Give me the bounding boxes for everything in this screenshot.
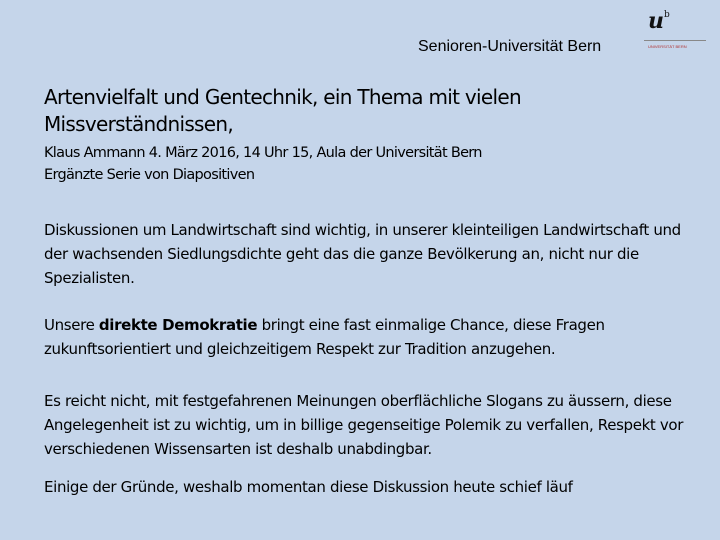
slide-title: Artenvielfalt und Gentechnik, ein Thema mit vielen Missverständnissen, — [44, 85, 521, 136]
slide-subtitle — [44, 142, 684, 186]
logo-small-text: UNIVERSITÄT BERN — [648, 44, 687, 49]
logo-mark: $u^b$ — [648, 8, 670, 34]
paragraph-respekt: Es reicht nicht, mit festgefahrenen Meinungen oberflächliche Slogans zu äussern, diese Angelegenheit ist zu wichtig, um in billige gegenseitige Polemik zu verfallen, Respekt vor verschiedenen Wissensarten ist deshalb unabdingbar. — [44, 392, 684, 458]
emphasis-direkte-demokratie: direkte Demokratie — [98, 316, 258, 334]
subtitle-line-author-date: Klaus Ammann 4. März 2016, 14 Uhr 15, Aula der Universität Bern — [44, 145, 482, 161]
logo-divider — [644, 40, 706, 41]
paragraph-landwirtschaft: Diskussionen um Landwirtschaft sind wichtig, in unserer kleinteiligen Landwirtschaft und der wachsenden Siedlungsdichte geht das die ganze Bevölkerung an, nicht nur die Spezialisten. — [44, 221, 681, 287]
subtitle-line-series: Ergänzte Serie von Diapositiven — [44, 167, 255, 183]
university-label: Senioren-Universität Bern — [418, 38, 602, 55]
university-logo — [644, 8, 706, 58]
paragraph-demokratie: Unsere direkte Demokratie bringt eine fast einmalige Chance, diese Fragen zukunftsorientiert und gleichzeitigem Respekt zur Tradition anzugehen. — [44, 316, 605, 358]
paragraph-gruende: Einige der Gründe, weshalb momentan diese Diskussion heute schief läuf — [44, 478, 573, 496]
